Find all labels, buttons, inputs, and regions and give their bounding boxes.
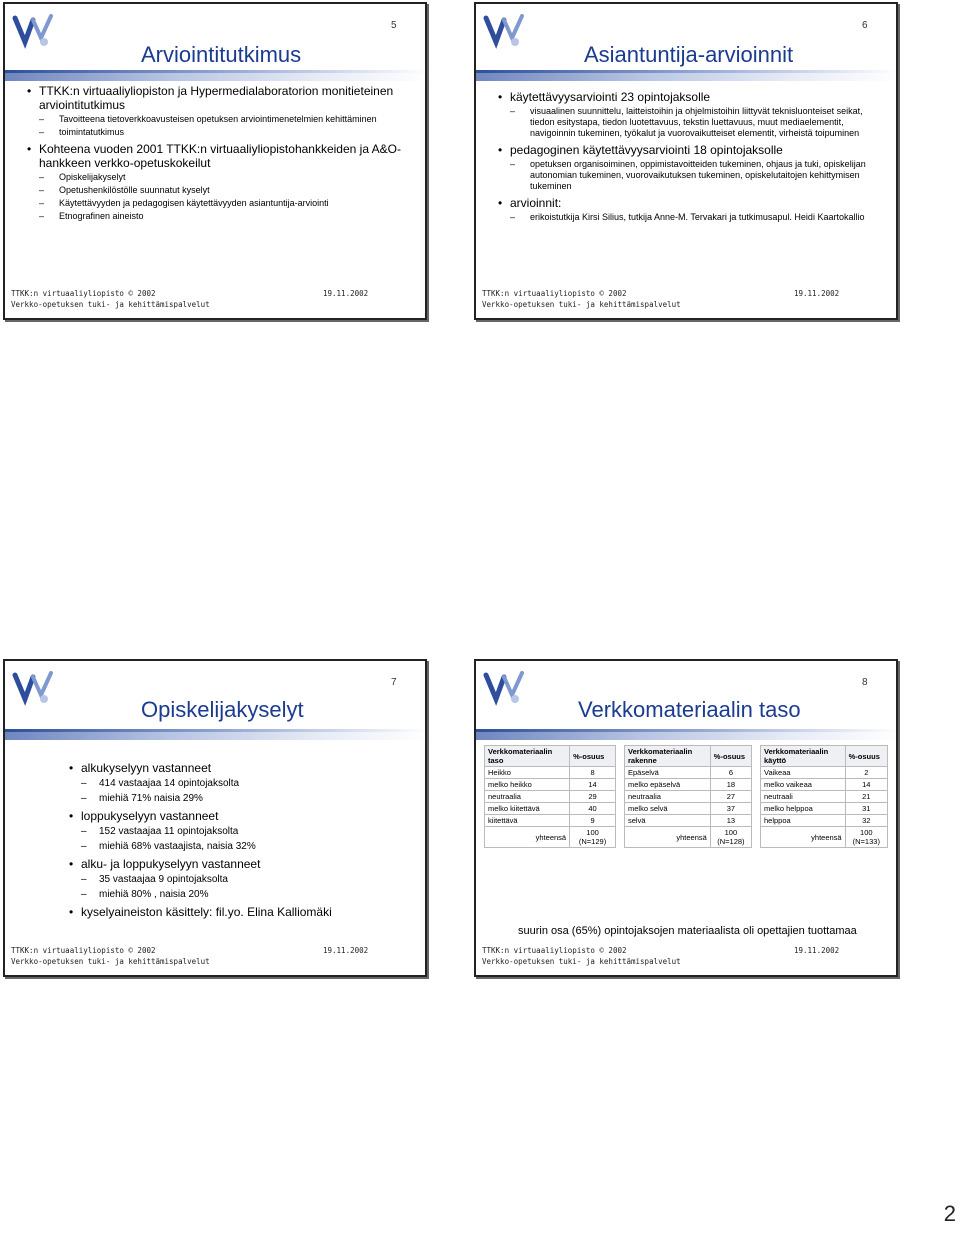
footer-unit: Verkko-opetuksen tuki- ja kehittämispalvelut: [11, 957, 210, 966]
table-cell: 14: [570, 779, 616, 791]
sub-bullet: – miehiä 71% naisia 29%: [69, 793, 411, 805]
slide-body: [69, 757, 411, 919]
footer-unit: Verkko-opetuksen tuki- ja kehittämispalvelut: [11, 300, 210, 309]
footer-copyright: TTKK:n virtuaaliyliopisto © 2002: [11, 289, 156, 298]
table-cell: kiitettävä: [485, 815, 570, 827]
page-number: 2: [943, 1201, 956, 1226]
table-cell: Heikko: [485, 767, 570, 779]
bullet: • loppukyselyyn vastanneet: [69, 809, 411, 823]
sub-bullet: – 152 vastaajaa 11 opintojaksolta: [69, 826, 411, 838]
bullet: • pedagoginen käytettävyysarviointi 18 opintojaksolle: [498, 143, 882, 157]
footer-date: 19.11.2002: [323, 946, 369, 955]
material-level-table: [484, 745, 616, 848]
sub-bullet: – Opiskelijakyselyt: [27, 172, 411, 183]
table-cell: Vaikeaa: [761, 767, 846, 779]
bullet: • käytettävyysarviointi 23 opintojaksolle: [498, 90, 882, 104]
table-cell: 2: [845, 767, 887, 779]
sub-bullet: – 414 vastaajaa 14 opintojaksolta: [69, 778, 411, 790]
footer-date: 19.11.2002: [794, 946, 840, 955]
bullet: • arvioinnit:: [498, 196, 882, 210]
sub-bullet: – Tavoitteena tietoverkkoavusteisen opetuksen arviointimenetelmien kehittäminen: [27, 114, 411, 125]
table-cell: 21: [845, 791, 887, 803]
table-cell: neutraalia: [625, 791, 711, 803]
slide-5: [3, 2, 427, 320]
table-total-value: 100 (N=129): [570, 827, 616, 848]
slide-number: 7: [391, 677, 397, 688]
slide-footer: [482, 288, 681, 310]
table-cell: 40: [570, 803, 616, 815]
column-header: %-osuus: [845, 746, 887, 767]
table-total-label: yhteensä: [761, 827, 846, 848]
column-header: Verkkomateriaalin rakenne: [625, 746, 711, 767]
table-cell: 13: [710, 815, 751, 827]
sub-bullet: – Käytettävyyden ja pedagogisen käytettävyyden asiantuntija-arviointi: [27, 198, 411, 209]
sub-bullet: – miehiä 68% vastaajista, naisia 32%: [69, 841, 411, 853]
table-cell: 27: [710, 791, 751, 803]
table-total-value: 100 (N=128): [710, 827, 751, 848]
table-cell: melko kiitettävä: [485, 803, 570, 815]
material-structure-table: [624, 745, 752, 848]
table-cell: 9: [570, 815, 616, 827]
sub-bullet: – Opetushenkilöstölle suunnatut kyselyt: [27, 185, 411, 196]
table-cell: melko selvä: [625, 803, 711, 815]
footer-date: 19.11.2002: [323, 289, 369, 298]
table-total-label: yhteensä: [485, 827, 570, 848]
table-cell: selvä: [625, 815, 711, 827]
table-total-value: 100 (N=133): [845, 827, 887, 848]
sub-bullet: – toimintatutkimus: [27, 127, 411, 138]
table-cell: helppoa: [761, 815, 846, 827]
table-cell: 37: [710, 803, 751, 815]
footer-copyright: TTKK:n virtuaaliyliopisto © 2002: [482, 289, 627, 298]
sub-bullet: – 35 vastaajaa 9 opintojaksolta: [69, 874, 411, 886]
table-cell: melko heikko: [485, 779, 570, 791]
table-cell: melko epäselvä: [625, 779, 711, 791]
column-header: %-osuus: [710, 746, 751, 767]
table-cell: neutraalia: [485, 791, 570, 803]
footer-unit: Verkko-opetuksen tuki- ja kehittämispalvelut: [482, 300, 681, 309]
table-cell: 18: [710, 779, 751, 791]
slide-number: 8: [862, 677, 868, 688]
table-cell: 6: [710, 767, 751, 779]
slide-body: [498, 86, 882, 223]
table-cell: 8: [570, 767, 616, 779]
table-cell: 14: [845, 779, 887, 791]
table-cell: Epäselvä: [625, 767, 711, 779]
slide-footer: [482, 945, 681, 967]
slide-title: Verkkomateriaalin taso: [578, 697, 801, 722]
sub-bullet: – miehiä 80% , naisia 20%: [69, 889, 411, 901]
bullet: • TTKK:n virtuaaliyliopiston ja Hypermedialaboratorion monitieteinen arviointitutkimus: [27, 84, 411, 112]
slide-title: Opiskelijakyselyt: [141, 697, 304, 722]
footer-copyright: TTKK:n virtuaaliyliopisto © 2002: [11, 946, 156, 955]
virtual-university-logo-icon: [11, 12, 55, 56]
footer-copyright: TTKK:n virtuaaliyliopisto © 2002: [482, 946, 627, 955]
table-cell: melko helppoa: [761, 803, 846, 815]
virtual-university-logo-icon: [482, 669, 526, 713]
slide-title: Asiantuntija-arvioinnit: [584, 42, 794, 67]
sub-bullet: – erikoistutkija Kirsi Silius, tutkija Anne-M. Tervakari ja tutkimusapul. Heidi Kaartokallio: [498, 212, 882, 223]
slide-footer: [11, 288, 210, 310]
footer-unit: Verkko-opetuksen tuki- ja kehittämispalvelut: [482, 957, 681, 966]
slide-number: 5: [391, 20, 397, 31]
table-cell: 31: [845, 803, 887, 815]
slide-7: [3, 659, 427, 977]
slide-title: Arviointitutkimus: [141, 42, 302, 67]
material-usage-table: [760, 745, 888, 848]
sub-bullet: – visuaalinen suunnittelu, laitteistoihin ja ohjelmistoihin liittyvät teknisluonteiset seikat, tiedon esitystapa, tiedon luotettavuus, tekstin luettavuus, muut mediaelementit, navigoinnin tukeminen, työkalut ja vuorovaikutteiset elementit, virheistä toipuminen: [498, 106, 882, 139]
bullet: • alkukyselyyn vastanneet: [69, 761, 411, 775]
conclusion-text: suurin osa (65%) opintojaksojen materiaalista oli opettajien tuottamaa: [518, 925, 857, 937]
bullet: • kyselyaineiston käsittely: fil.yo. Elina Kalliomäki: [69, 905, 411, 919]
virtual-university-logo-icon: [482, 12, 526, 56]
sub-bullet: – opetuksen organisoiminen, oppimistavoitteiden tukeminen, ohjaus ja tuki, opiskelijan autonomian tukeminen, vuorovaikutuksen tukeminen, opiskelutaitojen kehittymisen tukeminen: [498, 159, 882, 192]
slide-6: [474, 2, 898, 320]
bullet: • alku- ja loppukyselyyn vastanneet: [69, 857, 411, 871]
column-header: Verkkomateriaalin taso: [485, 746, 570, 767]
table-cell: melko vaikeaa: [761, 779, 846, 791]
table-total-label: yhteensä: [625, 827, 711, 848]
slide-8: [474, 659, 898, 977]
slide-body: [27, 80, 411, 222]
bullet: • Kohteena vuoden 2001 TTKK:n virtuaaliyliopistohankkeiden ja A&O-hankkeen verkko-opetuskokeilut: [27, 142, 411, 170]
slide-number: 6: [862, 20, 868, 31]
column-header: Verkkomateriaalin käyttö: [761, 746, 846, 767]
slide-footer: [11, 945, 210, 967]
virtual-university-logo-icon: [11, 669, 55, 713]
footer-date: 19.11.2002: [794, 289, 840, 298]
column-header: %-osuus: [570, 746, 616, 767]
table-cell: neutraali: [761, 791, 846, 803]
table-cell: 29: [570, 791, 616, 803]
table-cell: 32: [845, 815, 887, 827]
sub-bullet: – Etnografinen aineisto: [27, 211, 411, 222]
